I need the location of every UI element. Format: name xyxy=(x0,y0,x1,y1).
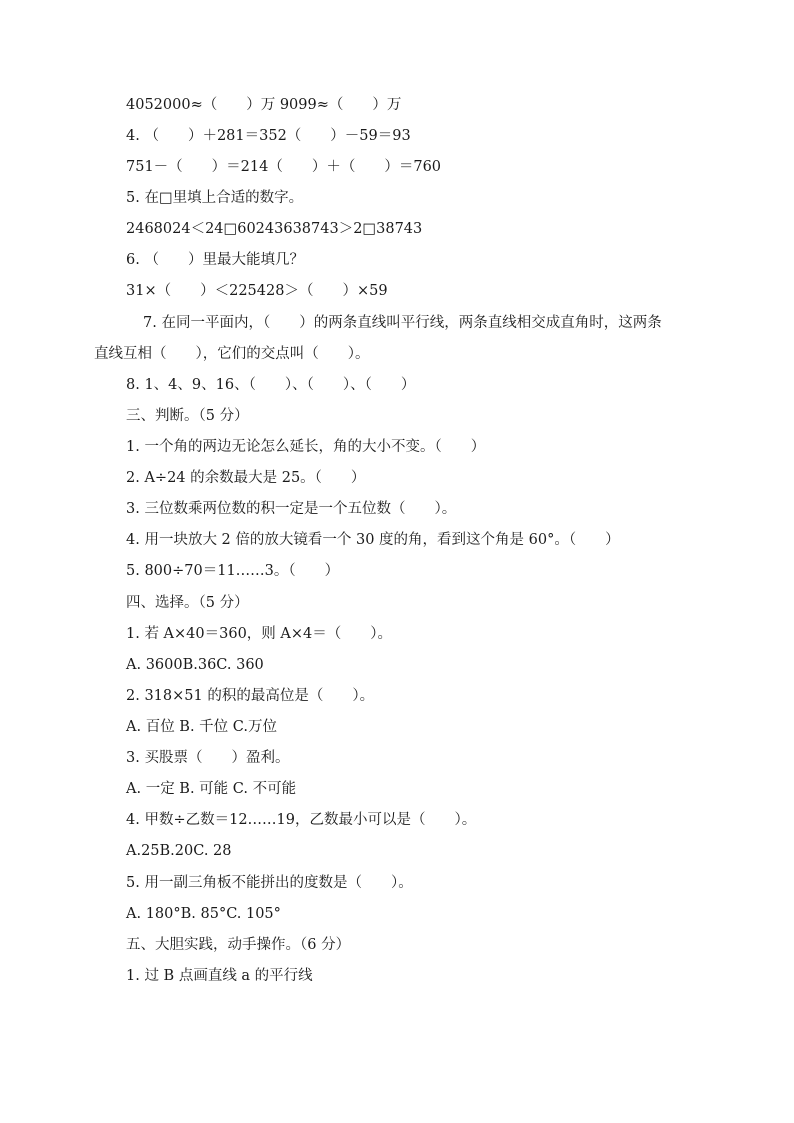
question-5-content: 2468024＜24□60243638743＞2□38743 xyxy=(126,221,423,237)
judge-item-3: 3. 三位数乘两位数的积一定是一个五位数（ ）。 xyxy=(126,501,457,517)
question-4-line-1: 4. （ ）＋281＝352（ ）－59＝93 xyxy=(126,128,411,144)
question-5-title: 5. 在□里填上合适的数字。 xyxy=(126,190,304,206)
section-3-heading: 三、判断。（5 分） xyxy=(126,408,249,424)
choice-item-5: 5. 用一副三角板不能拼出的度数是（ ）。 xyxy=(126,875,413,891)
fill-in-rounding-line: 4052000≈（ ）万 9099≈（ ）万 xyxy=(126,97,402,113)
choice-item-4-options: A.25B.20C. 28 xyxy=(126,843,232,859)
question-6-title: 6. （ ）里最大能填几？ xyxy=(126,252,304,268)
choice-item-3: 3. 买股票（ ）盈利。 xyxy=(126,750,290,766)
practice-item-1: 1. 过 B 点画直线 a 的平行线 xyxy=(126,968,313,984)
question-7-line-1: 7. 在同一平面内，（ ）的两条直线叫平行线，两条直线相交成直角时，这两条 xyxy=(143,315,662,331)
choice-item-3-options: A. 一定 B. 可能 C. 不可能 xyxy=(126,781,297,797)
question-4-line-2: 751－（ ）＝214（ ）＋（ ）＝760 xyxy=(126,159,442,175)
choice-item-5-options: A. 180°B. 85°C. 105° xyxy=(126,906,281,922)
choice-item-4: 4. 甲数÷乙数＝12……19，乙数最小可以是（ ）。 xyxy=(126,812,477,828)
choice-item-2: 2. 318×51 的积的最高位是（ ）。 xyxy=(126,688,375,704)
section-5-heading: 五、大胆实践，动手操作。（6 分） xyxy=(126,937,351,953)
choice-item-1-options: A. 3600B.36C. 360 xyxy=(126,657,264,673)
judge-item-1: 1. 一个角的两边无论怎么延长，角的大小不变。（ ） xyxy=(126,439,486,455)
choice-item-1: 1. 若 A×40＝360，则 A×4＝（ ）。 xyxy=(126,626,393,642)
section-4-heading: 四、选择。（5 分） xyxy=(126,595,249,611)
question-8: 8. 1、4、9、16、（ ）、（ ）、（ ） xyxy=(126,377,416,393)
judge-item-5: 5. 800÷70＝11……3。（ ） xyxy=(126,563,340,579)
question-7-line-2: 直线互相（ ），它们的交点叫（ ）。 xyxy=(94,346,370,362)
judge-item-2: 2. A÷24 的余数最大是 25。（ ） xyxy=(126,470,366,486)
question-6-content: 31×（ ）＜225428＞（ ）×59 xyxy=(126,283,388,299)
judge-item-4: 4. 用一块放大 2 倍的放大镜看一个 30 度的角，看到这个角是 60°。（ ） xyxy=(126,532,620,548)
choice-item-2-options: A. 百位 B. 千位 C.万位 xyxy=(126,719,277,735)
